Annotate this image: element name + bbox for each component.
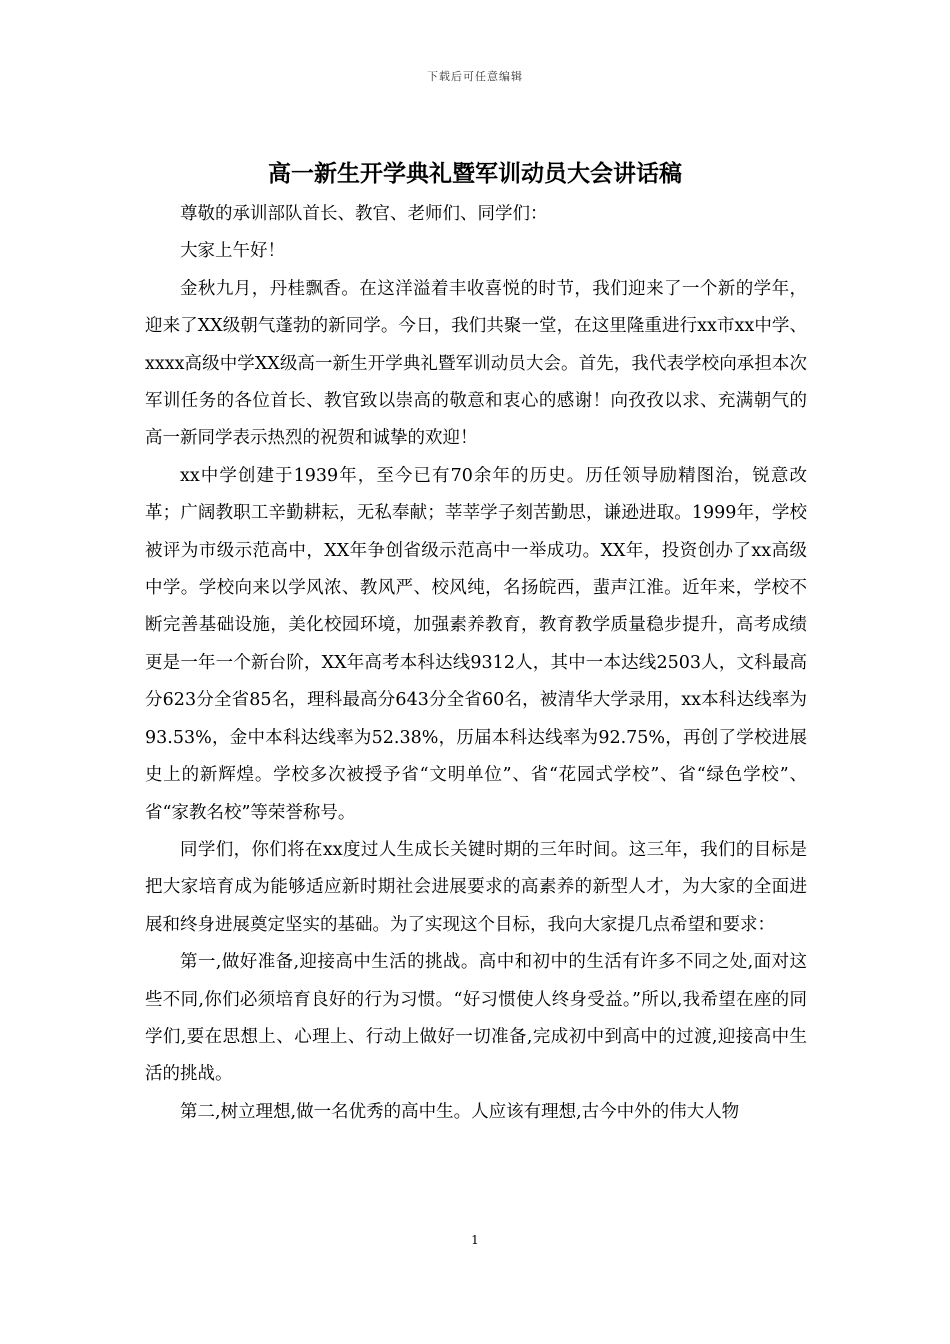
greeting-paragraph: 大家上午好！ [180,241,285,262]
document-title: 高一新生开学典礼暨军训动员大会讲话稿 [268,161,682,187]
body-paragraph: 第二,树立理想,做一名优秀的高中生。人应该有理想,古今中外的伟大人物 [180,1101,740,1122]
document-body [145,196,807,1131]
salutation-paragraph: 尊敬的承训部队首长、教官、老师们、同学们： [180,204,548,224]
body-paragraph: 金秋九月，丹桂飘香。在这洋溢着丰收喜悦的时节，我们迎来了一个新的学年，迎来了XX级朝气蓬勃的新同学。今日，我们共聚一堂，在这里隆重进行xx市xx中学、xxxx高级中学XX级高一新生开学典礼暨军训动员大会。首先，我代表学校向承担本次军训任务的各位首长、教官致以崇高的敬意和衷心的感谢！向孜孜以求、充满朝气的高一新同学表示热烈的祝贺和诚挚的欢迎！ [145,278,807,449]
page-number: 1 [471,1233,479,1247]
body-paragraph: 第一,做好准备,迎接高中生活的挑战。高中和初中的生活有许多不同之处,面对这些不同,你们必须培育良好的行为习惯。“好习惯使人终身受益。”所以,我希望在座的同学们,要在思想上、心理上、行动上做好一切准备,完成初中到高中的过渡,迎接高中生活的挑战。 [145,952,807,1085]
body-paragraph: 同学们，你们将在xx度过人生成长关键时期的三年时间。这三年，我们的目标是把大家培育成为能够适应新时期社会进展要求的高素养的新型人才，为大家的全面进展和终身进展奠定坚实的基础。为了实现这个目标，我向大家提几点希望和要求： [145,839,807,935]
header-note: 下载后可任意编辑 [427,70,523,83]
body-paragraph: xx中学创建于1939年，至今已有70余年的历史。历任领导励精图治，锐意改革；广阔教职工辛勤耕耘，无私奉献；莘莘学子刻苦勤思，谦逊进取。1999年，学校被评为市级示范高中，XX年争创省级示范高中一举成功。XX年，投资创办了xx高级中学。学校向来以学风浓、教风严、校风纯，名扬皖西，蜚声江淮。近年来，学校不断完善基础设施，美化校园环境，加强素养教育，教育教学质量稳步提升，高考成绩更是一年一个新台阶，XX年高考本科达线9312人，其中一本达线2503人，文科最高分623分全省85名，理科最高分643分全省60名，被清华大学录用，xx本科达线率为93.53%，金中本科达线率为52.38%，历届本科达线率为92.75%，再创了学校进展史上的新辉煌。学校多次被授予省“文明单位”、省“花园式学校”、省“绿色学校”、省“家教名校”等荣誉称号。 [145,465,807,823]
